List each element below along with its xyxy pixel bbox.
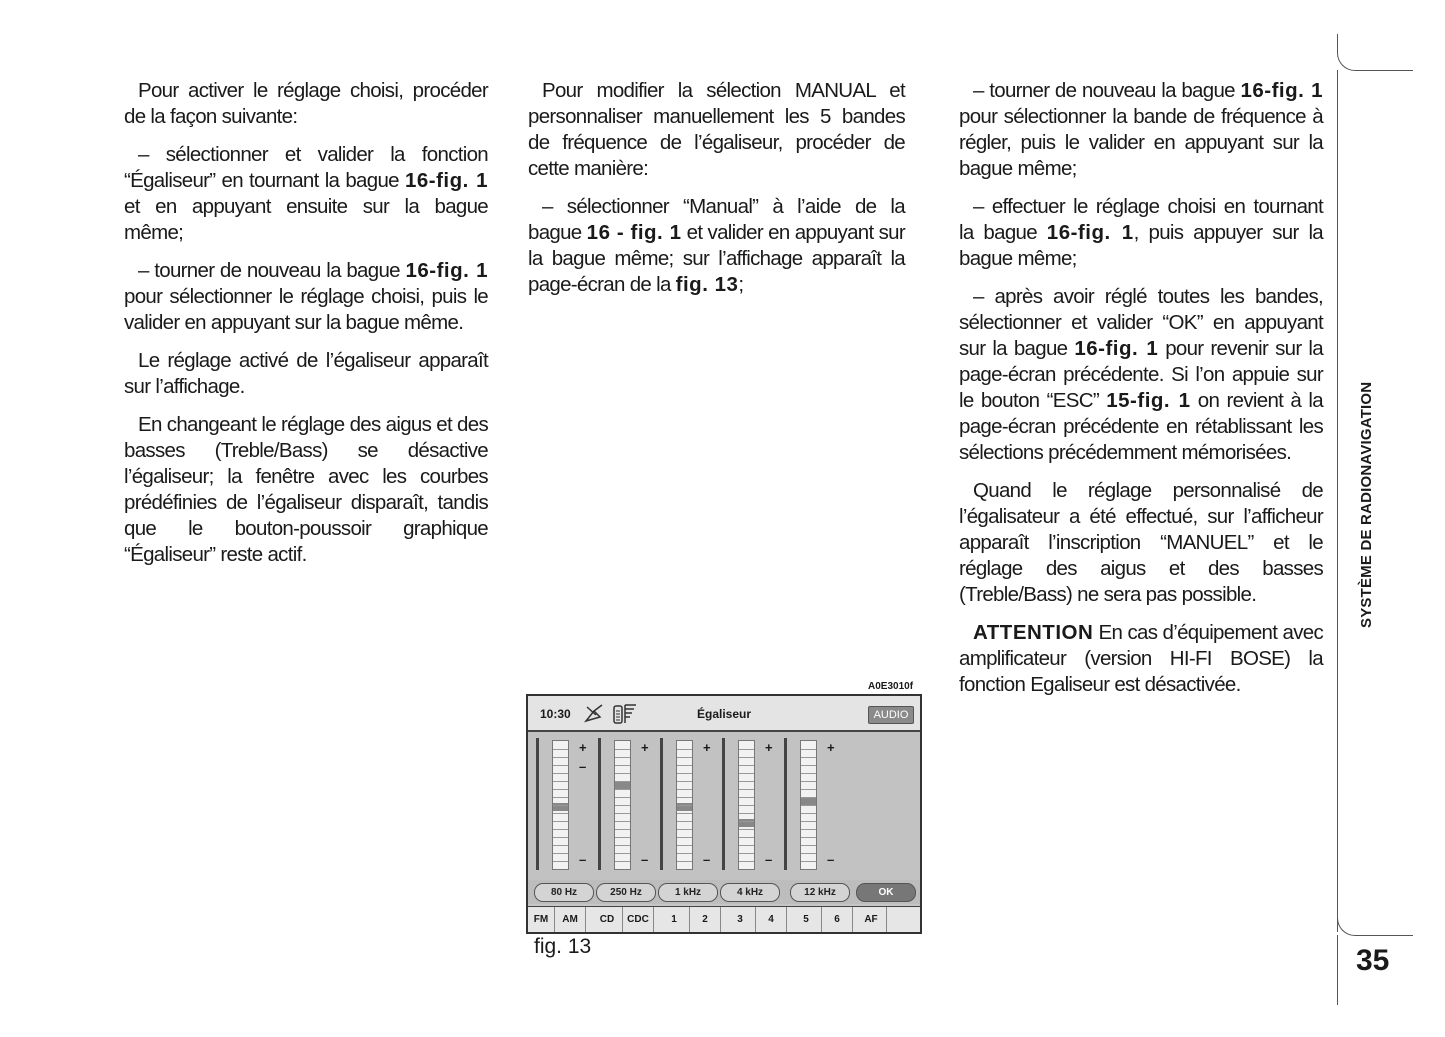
figure-caption: fig. 13 bbox=[534, 935, 592, 958]
bar-tick bbox=[801, 749, 816, 750]
attention-label: ATTENTION bbox=[973, 621, 1094, 644]
bar-tick bbox=[615, 805, 630, 806]
text-column-2 bbox=[528, 78, 905, 310]
bar-tick bbox=[553, 749, 568, 750]
bar-tick bbox=[615, 845, 630, 846]
bar-tick bbox=[677, 773, 692, 774]
audio-button[interactable]: AUDIO bbox=[868, 706, 914, 724]
bar-tick bbox=[801, 797, 816, 798]
text-column-3 bbox=[959, 78, 1323, 710]
bar-tick bbox=[553, 805, 568, 806]
preset-2[interactable]: 2 bbox=[690, 907, 721, 933]
source-cdc[interactable]: CDC bbox=[623, 907, 654, 933]
bar-tick bbox=[677, 805, 692, 806]
bar-tick bbox=[553, 773, 568, 774]
preset-3[interactable]: 3 bbox=[725, 907, 756, 933]
band-80hz-button[interactable]: 80 Hz bbox=[534, 883, 594, 902]
figure-code: A0E3010f bbox=[868, 681, 914, 692]
bar-tick bbox=[553, 845, 568, 846]
bar-tick bbox=[677, 837, 692, 838]
bar-tick bbox=[677, 861, 692, 862]
bar-tick bbox=[739, 845, 754, 846]
bar-tick bbox=[739, 757, 754, 758]
bar-tick bbox=[553, 797, 568, 798]
bar-tick bbox=[615, 861, 630, 862]
paragraph: En changeant le réglage des aigus et des basses (Treble/Bass) se désactive l’égaliseur; la fenêtre avec les courbes prédéfinies de l’égaliseur disparaît, tandis que le bouton-poussoir graphique “Égaliseur” reste actif. bbox=[124, 413, 488, 566]
paragraph: – tourner de nouveau la bague 16-fig. 1 pour sélectionner la bande de fréquence à régler, puis le valider en appuyant sur la bague même; bbox=[959, 79, 1324, 180]
bar-tick bbox=[801, 789, 816, 790]
margin-rule bbox=[1337, 900, 1413, 936]
paragraph: – sélectionner et valider la fonction “Égaliseur” en tournant la bague 16-fig. 1 et en appuyant ensuite sur la bague même; bbox=[124, 143, 488, 244]
source-cd[interactable]: CD bbox=[592, 907, 623, 933]
paragraph: ATTENTION En cas d’équipement avec amplificateur (version HI-FI BOSE) la fonction Egaliseur est désactivée. bbox=[959, 621, 1323, 696]
source-bar bbox=[528, 906, 920, 933]
bar-tick bbox=[615, 813, 630, 814]
bar-tick bbox=[615, 837, 630, 838]
bar-tick bbox=[801, 781, 816, 782]
band-250hz-button[interactable]: 250 Hz bbox=[596, 883, 656, 902]
paragraph: Pour activer le réglage choisi, procéder de la façon suivante: bbox=[124, 79, 488, 128]
bar-tick bbox=[739, 853, 754, 854]
ok-button[interactable]: OK bbox=[856, 883, 916, 902]
bar-tick bbox=[615, 789, 630, 790]
bar-tick bbox=[677, 781, 692, 782]
bar-tick bbox=[739, 797, 754, 798]
bar-tick bbox=[615, 749, 630, 750]
band-4khz-button[interactable]: 4 kHz bbox=[720, 883, 780, 902]
bar-tick bbox=[677, 853, 692, 854]
bar-tick bbox=[739, 749, 754, 750]
bar-tick bbox=[677, 797, 692, 798]
bar-tick bbox=[615, 853, 630, 854]
source-fm[interactable]: FM bbox=[528, 907, 555, 933]
preset-6[interactable]: 6 bbox=[822, 907, 853, 933]
source-am[interactable]: AM bbox=[555, 907, 586, 933]
bar-tick bbox=[801, 821, 816, 822]
bar-tick bbox=[615, 797, 630, 798]
screen-header bbox=[528, 696, 920, 732]
bar-tick bbox=[739, 789, 754, 790]
bar-tick bbox=[739, 861, 754, 862]
bar-tick bbox=[677, 821, 692, 822]
screen-title: Égaliseur bbox=[696, 707, 752, 721]
bar-tick bbox=[677, 829, 692, 830]
bar-tick bbox=[553, 829, 568, 830]
equalizer-screen bbox=[526, 694, 922, 934]
bar-tick bbox=[553, 821, 568, 822]
bar-tick bbox=[801, 757, 816, 758]
bar-tick bbox=[553, 765, 568, 766]
bar-tick bbox=[553, 789, 568, 790]
bar-tick bbox=[739, 805, 754, 806]
bar-tick bbox=[801, 829, 816, 830]
bar-tick bbox=[739, 821, 754, 822]
bar-tick bbox=[739, 773, 754, 774]
bar-tick bbox=[677, 813, 692, 814]
text-column-1 bbox=[124, 78, 488, 580]
equalizer-bands: + – – + – + – + – + – bbox=[528, 732, 920, 880]
preset-4[interactable]: 4 bbox=[756, 907, 787, 933]
bar-tick bbox=[615, 821, 630, 822]
page-number: 35 bbox=[1356, 944, 1390, 977]
bar-tick bbox=[677, 757, 692, 758]
bar-tick bbox=[677, 845, 692, 846]
bar-tick bbox=[553, 781, 568, 782]
margin-rule bbox=[1337, 935, 1338, 1005]
bar-tick bbox=[801, 853, 816, 854]
paragraph: Le réglage activé de l’égaliseur apparaît sur l’affichage. bbox=[124, 349, 488, 398]
bar-tick bbox=[615, 773, 630, 774]
bar-tick bbox=[677, 749, 692, 750]
bar-tick bbox=[739, 781, 754, 782]
preset-5[interactable]: 5 bbox=[791, 907, 822, 933]
paragraph: – effectuer le réglage choisi en tournant la bague 16-fig. 1, puis appuyer sur la bague même; bbox=[959, 195, 1324, 270]
bar-tick bbox=[615, 757, 630, 758]
bar-tick bbox=[553, 853, 568, 854]
bar-tick bbox=[801, 813, 816, 814]
bar-tick bbox=[615, 765, 630, 766]
bar-tick bbox=[553, 837, 568, 838]
bar-tick bbox=[801, 861, 816, 862]
bar-tick bbox=[553, 861, 568, 862]
paragraph: – tourner de nouveau la bague 16-fig. 1 pour sélectionner le réglage choisi, puis le valider en appuyant sur la bague même. bbox=[124, 259, 489, 334]
bar-tick bbox=[801, 773, 816, 774]
af-button[interactable]: AF bbox=[856, 907, 887, 933]
bar-tick bbox=[553, 757, 568, 758]
bar-tick bbox=[739, 837, 754, 838]
clock: 10:30 bbox=[540, 707, 571, 721]
bar-tick bbox=[615, 829, 630, 830]
paragraph: Quand le réglage personnalisé de l’égalisateur a été effectué, sur l’afficheur apparaît l’inscription “MANUEL” et le réglage des aigus et des basses (Treble/Bass) ne sera pas possible. bbox=[959, 479, 1323, 606]
section-title: SYSTÈME DE RADIONAVIGATION bbox=[1358, 381, 1375, 628]
preset-1[interactable]: 1 bbox=[659, 907, 690, 933]
bar-tick bbox=[677, 789, 692, 790]
bar-tick bbox=[801, 805, 816, 806]
bar-tick bbox=[739, 813, 754, 814]
margin-rule bbox=[1337, 34, 1413, 71]
paragraph: – après avoir réglé toutes les bandes, sélectionner et valider “OK” en appuyant sur la bague 16-fig. 1 pour revenir sur la page-écran précédente. Si l’on appuie sur le bouton “ESC” 15-fig. 1 on revient à la page-écran précédente en rétablissant les sélections précédemment mémorisées. bbox=[959, 285, 1323, 464]
bar-tick bbox=[553, 813, 568, 814]
bar-tick bbox=[739, 765, 754, 766]
margin-rule bbox=[1337, 70, 1338, 932]
band-12khz-button[interactable]: 12 kHz bbox=[790, 883, 850, 902]
band-1khz-button[interactable]: 1 kHz bbox=[658, 883, 718, 902]
paragraph: – sélectionner “Manual” à l’aide de la bague 16 - fig. 1 et valider en appuyant sur la bague même; sur l’affichage apparaît la page-écran de la fig. 13; bbox=[528, 195, 906, 296]
bar-tick bbox=[677, 765, 692, 766]
bar-tick bbox=[801, 845, 816, 846]
bar-tick bbox=[615, 781, 630, 782]
band-buttons bbox=[528, 880, 920, 904]
bar-tick bbox=[801, 765, 816, 766]
bar-tick bbox=[739, 829, 754, 830]
paragraph: Pour modifier la sélection MANUAL et personnaliser manuellement les 5 bandes de fréquence de l’égaliseur, procéder de cette manière: bbox=[528, 79, 905, 180]
bar-tick bbox=[801, 837, 816, 838]
